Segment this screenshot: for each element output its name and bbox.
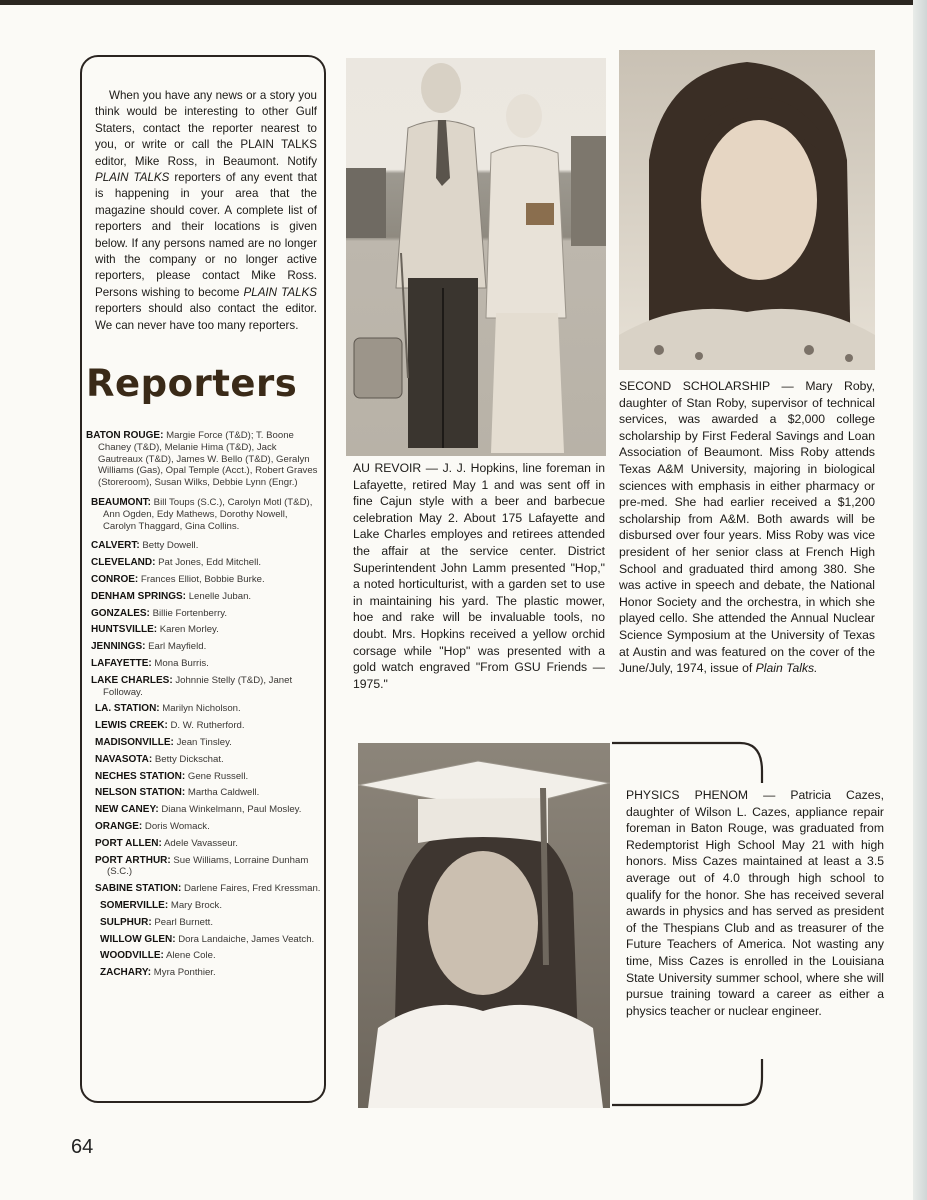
reporter-location: SULPHUR: (100, 916, 152, 928)
reporter-names: Mona Burris. (154, 657, 209, 669)
reporter-location: ORANGE: (95, 820, 143, 832)
reporter-location: HUNTSVILLE: (91, 624, 158, 636)
list-item (91, 540, 321, 552)
page-number: 64 (71, 1136, 94, 1158)
list-item (95, 855, 321, 879)
reporter-names: Pat Jones, Edd Mitchell. (158, 557, 262, 569)
reporter-names: Doris Womack. (144, 820, 210, 832)
list-item (100, 900, 321, 912)
list-item (95, 787, 321, 799)
list-item (95, 804, 321, 816)
reporter-names: Billie Fortenberry. (152, 607, 228, 619)
reporter-location: LAKE CHARLES: (91, 674, 173, 686)
reporter-location: JENNINGS: (91, 641, 146, 653)
intro-text-1: When you have any news or a story you think would be interesting to other Gulf Staters, contact the reporter nearest to you, or write or call the PLAIN TALKS editor, Mike Ross, in Beaumont. Notify (95, 89, 317, 168)
reporter-names: Karen Morley. (159, 624, 219, 636)
reporter-location: NAVASOTA: (95, 753, 153, 765)
reporter-names: Adele Vavasseur. (164, 837, 238, 849)
reporter-names: Myra Ponthier. (153, 967, 216, 979)
list-item (91, 497, 321, 532)
reporter-names: Sue Williams, Lorraine Dunham (S.C.) (107, 854, 309, 878)
intro-magazine-name-2: PLAIN TALKS (243, 285, 317, 299)
list-item (95, 821, 321, 833)
au-revoir-caption: AU REVOIR — J. J. Hopkins, line foreman in Lafayette, retired May 1 and was sent off in fine Cajun style with a beer and barbecue celebration May 2. About 175 Lafayette and Lake Charles employes and retirees attended the affair at the service center. District Superintendent John Lamm presented "Hop," a noted horticulturist, with a garden set to use in maintaining his yard. The plastic mower, hoe and rake will be invaluable tools, no doubt. Mrs. Hopkins received a yellow orchid corsage while "Hop" was presented with a gold watch engraved "From GSU Friends — 1975." (353, 461, 605, 691)
scholarship-caption (619, 378, 875, 677)
reporter-names: Dora Landaiche, James Veatch. (178, 933, 315, 945)
reporter-location: PORT ARTHUR: (95, 854, 171, 866)
list-item (95, 703, 321, 715)
list-item (91, 574, 321, 586)
reporter-names: Johnnie Stelly (T&D), Janet Followay. (103, 674, 293, 698)
reporter-location: DENHAM SPRINGS: (91, 590, 187, 602)
scholarship-caption-text: SECOND SCHOLARSHIP — Mary Roby, daughter of Stan Roby, supervisor of technical services, was awarded a $2,000 college scholarship by First Federal Savings and Loan Association of Beaumont. Miss Roby attends Texas A&M University, majoring in biological sciences with emphasis in either pharmacy or pre-med. She had earlier received a $1,200 scholarship from A&M. Both awards will be disbursed over four years. Miss Roby was vice president of her senior class at French High School and graduated third among 380. She was active in speech and debate, the National Honor Society and the orchestra, in which she played cello. She attended the Annual Nuclear Science Symposium at the University of Texas at Austin and was featured on the cover of the June/July, 1974, issue of (619, 379, 875, 676)
reporter-location: CALVERT: (91, 540, 140, 552)
list-item (100, 934, 321, 946)
reporter-names: Jean Tinsley. (176, 736, 232, 748)
list-item (91, 591, 321, 603)
reporter-location: PORT ALLEN: (95, 837, 162, 849)
list-item (91, 658, 321, 670)
reporter-location: LEWIS CREEK: (95, 720, 168, 732)
retirement-photo (346, 58, 606, 456)
retirement-photo-illustration (346, 58, 606, 456)
reporter-names: Lenelle Juban. (188, 590, 252, 602)
reporter-names: Pearl Burnett. (154, 916, 214, 928)
reporter-names: Mary Brock. (170, 899, 223, 911)
cazes-graduation-photo (358, 743, 610, 1108)
list-item (91, 641, 321, 653)
list-item (91, 557, 321, 569)
cazes-graduation-illustration (358, 743, 610, 1108)
roby-portrait-illustration (619, 50, 875, 370)
reporters-list (86, 430, 321, 984)
top-edge-bar (0, 0, 927, 5)
list-item (95, 720, 321, 732)
scholarship-caption-magazine: Plain Talks. (755, 661, 818, 676)
list-item (91, 608, 321, 620)
list-item (95, 838, 321, 850)
reporter-location: NELSON STATION: (95, 787, 186, 799)
reporter-location: LAFAYETTE: (91, 657, 152, 669)
list-item (95, 737, 321, 749)
reporter-location: CONROE: (91, 573, 139, 585)
reporter-names: Betty Dickschat. (154, 753, 224, 765)
reporter-names: Gene Russell. (187, 770, 249, 782)
reporter-names: Marilyn Nicholson. (162, 703, 241, 715)
reporter-location: SOMERVILLE: (100, 899, 169, 911)
reporter-names: Frances Elliot, Bobbie Burke. (140, 573, 265, 585)
reporter-location: BATON ROUGE: (86, 430, 164, 441)
page-edge-shadow (913, 0, 927, 1200)
reporter-location: SABINE STATION: (95, 883, 182, 895)
reporter-location: NEW CANEY: (95, 804, 159, 816)
reporter-location: WOODVILLE: (100, 950, 164, 962)
intro-text-3: reporters should also contact the editor. We can never have too many reporters. (95, 302, 317, 332)
reporter-names: Bill Toups (S.C.), Carolyn Motl (T&D), Ann Ogden, Edy Mathews, Dorothy Nowell, Carolyn Thaggard, Gina Collins. (103, 496, 313, 532)
reporter-location: BEAUMONT: (91, 496, 151, 508)
intro-text-2: reporters of any event that is happening in your area that the magazine should cover. A complete list of reporters and their locations is given below. If any persons named are no longer with the company or no longer active reporters, please contact Mike Ross. Persons wishing to become (95, 171, 317, 299)
intro-magazine-name: PLAIN TALKS (95, 171, 170, 185)
list-item (86, 430, 321, 489)
reporter-location: NECHES STATION: (95, 770, 186, 782)
reporter-names: Diana Winkelmann, Paul Mosley. (161, 804, 302, 816)
reporter-location: MADISONVILLE: (95, 736, 174, 748)
list-item (100, 967, 321, 979)
reporter-names: Darlene Faires, Fred Kressman. (183, 883, 321, 895)
reporter-location: ZACHARY: (100, 967, 152, 979)
reporter-names: Margie Force (T&D); T. Boone Chaney (T&D), Melanie Hima (T&D), Jack Gautreaux (T&D), James W. Bello (T&D), Geralyn Williams (Gas), Opal Temple (Acct.), Robert Graves (Storeroom), Susan Wilks, Debbie Lynn (Engr.) (98, 430, 318, 489)
reporter-location: CLEVELAND: (91, 557, 156, 569)
roby-portrait-photo (619, 50, 875, 370)
reporter-names: Alene Cole. (166, 950, 216, 962)
list-item (95, 771, 321, 783)
list-item (100, 917, 321, 929)
list-item (95, 754, 321, 766)
list-item (91, 675, 321, 699)
reporter-names: D. W. Rutherford. (170, 720, 245, 732)
reporter-names: Martha Caldwell. (187, 787, 260, 799)
list-item (95, 883, 321, 895)
reporter-names: Betty Dowell. (142, 540, 199, 552)
list-item (91, 624, 321, 636)
physics-caption: PHYSICS PHENOM — Patricia Cazes, daughter of Wilson L. Cazes, appliance repair foreman in Baton Rouge, was graduated from Redemptorist High School May 21 with high honors. Miss Cazes maintained at least a 3.5 average out of 4.0 through high school to qualify for the honor. She has received several awards in physics and has served as president of the Thespians Club and as treasurer of the Future Teachers of America. Not wasting any time, Miss Cazes is enrolled in the Louisiana State University summer school, where she will pursue training toward a career as either a physics teacher or nuclear engineer. (626, 788, 884, 1018)
reporter-location: GONZALES: (91, 607, 150, 619)
reporters-heading: Reporters (86, 362, 298, 405)
reporter-location: WILLOW GLEN: (100, 933, 176, 945)
intro-paragraph (95, 88, 317, 334)
list-item (100, 950, 321, 962)
reporter-location: LA. STATION: (95, 703, 160, 715)
reporter-names: Earl Mayfield. (148, 641, 207, 653)
